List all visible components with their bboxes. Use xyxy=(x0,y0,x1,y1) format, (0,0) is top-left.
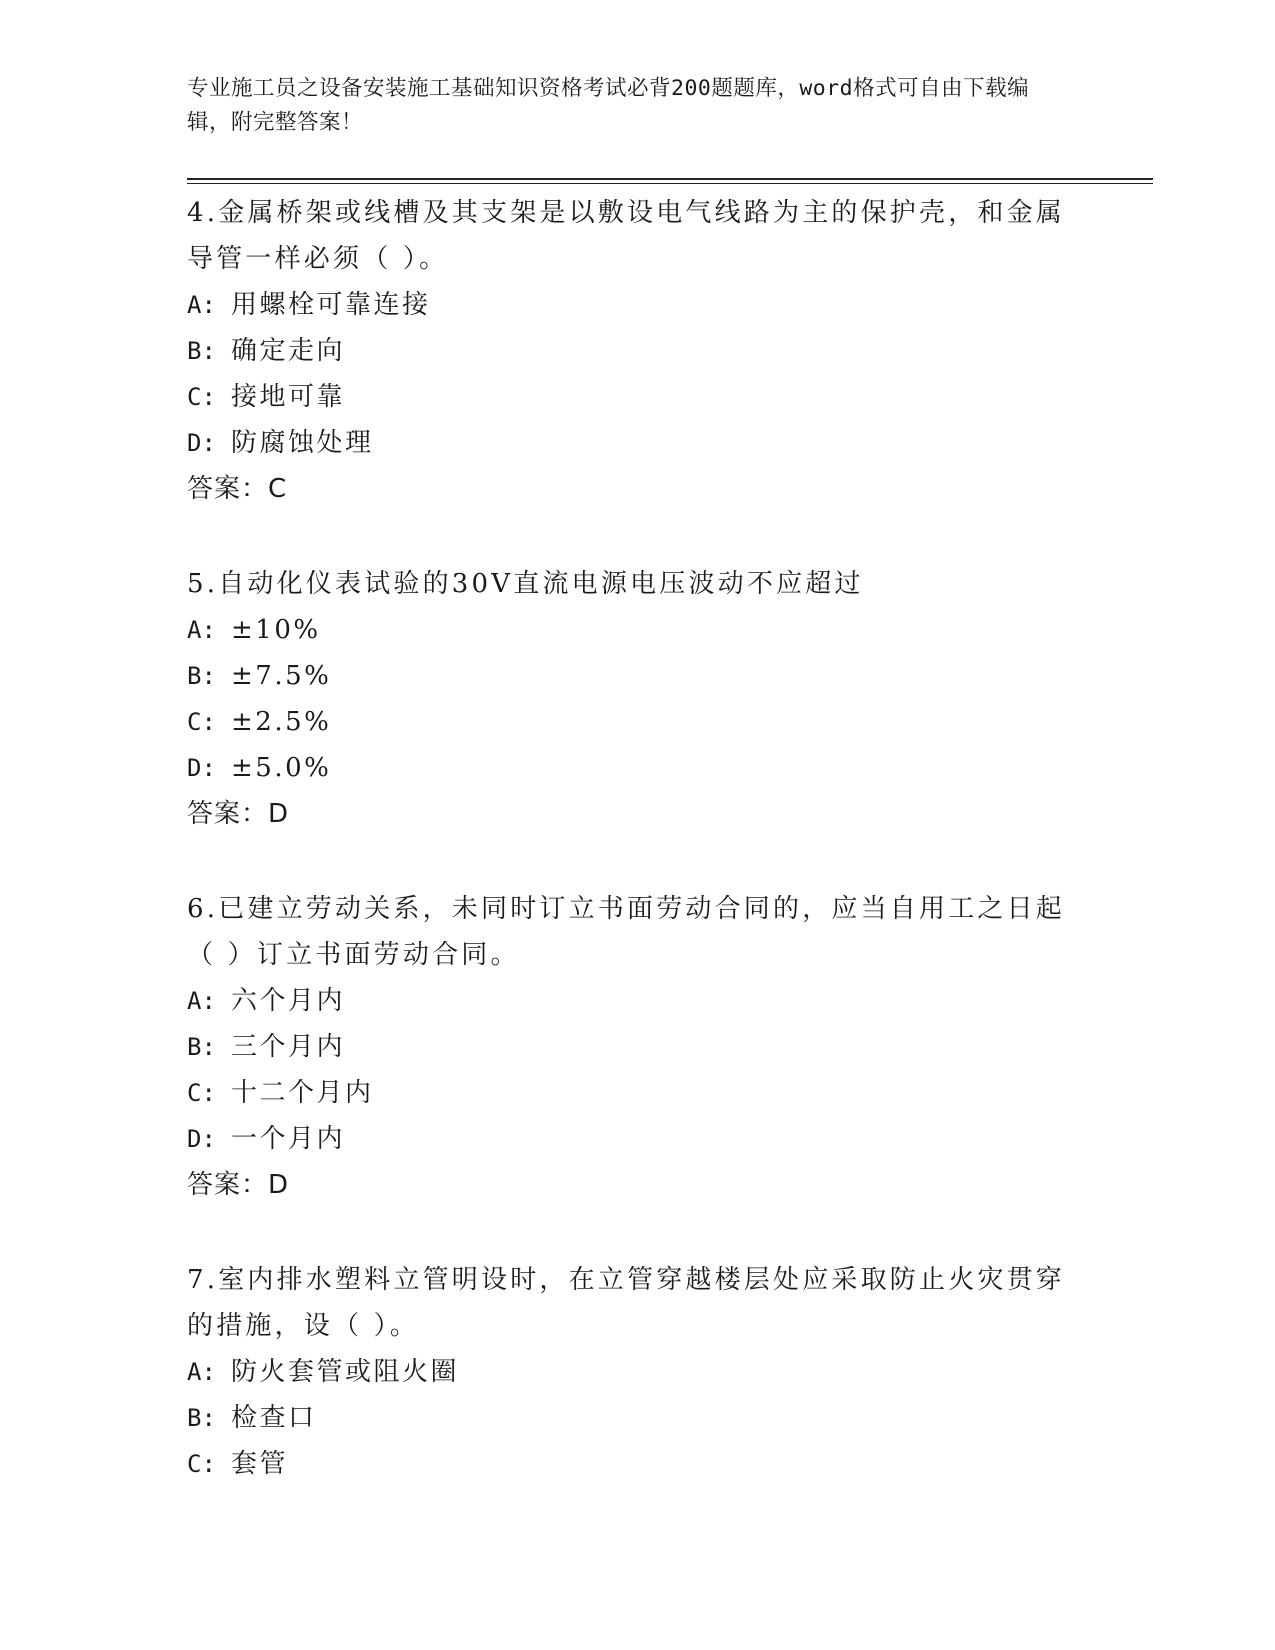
answer-line: 答案：C xyxy=(187,474,288,504)
option-c xyxy=(187,374,1087,420)
option-d xyxy=(187,745,1087,791)
option-letter: A: xyxy=(187,987,216,1015)
option-text: 六个月内 xyxy=(231,986,346,1016)
option-text: 确定走向 xyxy=(231,336,346,366)
option-d xyxy=(187,1116,1087,1162)
option-b xyxy=(187,1024,1087,1070)
option-text: ±2.5% xyxy=(231,707,332,737)
option-letter: C: xyxy=(187,383,216,411)
option-text: 一个月内 xyxy=(231,1124,346,1154)
option-a xyxy=(187,282,1087,328)
option-text: ±5.0% xyxy=(231,753,332,783)
header-divider-thick xyxy=(187,178,1153,180)
option-text: 检查口 xyxy=(231,1403,317,1433)
option-letter: D: xyxy=(187,1125,216,1153)
option-text: 用螺栓可靠连接 xyxy=(231,290,431,320)
question-7 xyxy=(187,1257,1087,1487)
answer-line: 答案：D xyxy=(187,1170,290,1200)
option-c xyxy=(187,1441,1087,1487)
document-header: 专业施工员之设备安装施工基础知识资格考试必背200题题库，word格式可自由下载编辑，附完整答案！ xyxy=(187,76,1030,135)
option-letter: D: xyxy=(187,754,216,782)
option-letter: C: xyxy=(187,1450,216,1478)
option-text: 套管 xyxy=(231,1449,289,1479)
option-b xyxy=(187,653,1087,699)
option-letter: B: xyxy=(187,1033,216,1061)
option-a xyxy=(187,607,1087,653)
option-letter: A: xyxy=(187,291,216,319)
option-text: ±7.5% xyxy=(231,661,332,691)
option-text: 十二个月内 xyxy=(231,1078,374,1108)
option-letter: C: xyxy=(187,1079,216,1107)
option-text: ±10% xyxy=(231,615,321,645)
answer-line: 答案：D xyxy=(187,799,290,829)
option-letter: B: xyxy=(187,1404,216,1432)
option-letter: D: xyxy=(187,429,216,457)
option-letter: A: xyxy=(187,1358,216,1386)
question-4 xyxy=(187,190,1087,512)
option-text: 三个月内 xyxy=(231,1032,346,1062)
option-letter: A: xyxy=(187,616,216,644)
question-text: 6.已建立劳动关系，未同时订立书面劳动合同的，应当自用工之日起（ ）订立书面劳动合同。 xyxy=(187,894,1066,970)
question-6 xyxy=(187,886,1087,1208)
option-c xyxy=(187,1070,1087,1116)
option-b xyxy=(187,328,1087,374)
option-b xyxy=(187,1395,1087,1441)
header-divider-thin xyxy=(187,183,1153,184)
option-letter: B: xyxy=(187,337,216,365)
option-text: 接地可靠 xyxy=(231,382,346,412)
option-text: 防腐蚀处理 xyxy=(231,428,374,458)
option-d xyxy=(187,420,1087,466)
option-letter: C: xyxy=(187,708,216,736)
question-text: 4.金属桥架或线槽及其支架是以敷设电气线路为主的保护壳，和金属导管一样必须（ ）。 xyxy=(187,198,1066,274)
option-a xyxy=(187,1349,1087,1395)
option-a xyxy=(187,978,1087,1024)
option-c xyxy=(187,699,1087,745)
option-letter: B: xyxy=(187,662,216,690)
question-text: 5.自动化仪表试验的30V直流电源电压波动不应超过 xyxy=(187,569,864,599)
question-text: 7.室内排水塑料立管明设时，在立管穿越楼层处应采取防止火灾贯穿的措施，设（ ）。 xyxy=(187,1265,1066,1341)
option-text: 防火套管或阻火圈 xyxy=(231,1357,460,1387)
question-5 xyxy=(187,561,1087,837)
question-list xyxy=(187,190,1087,1536)
